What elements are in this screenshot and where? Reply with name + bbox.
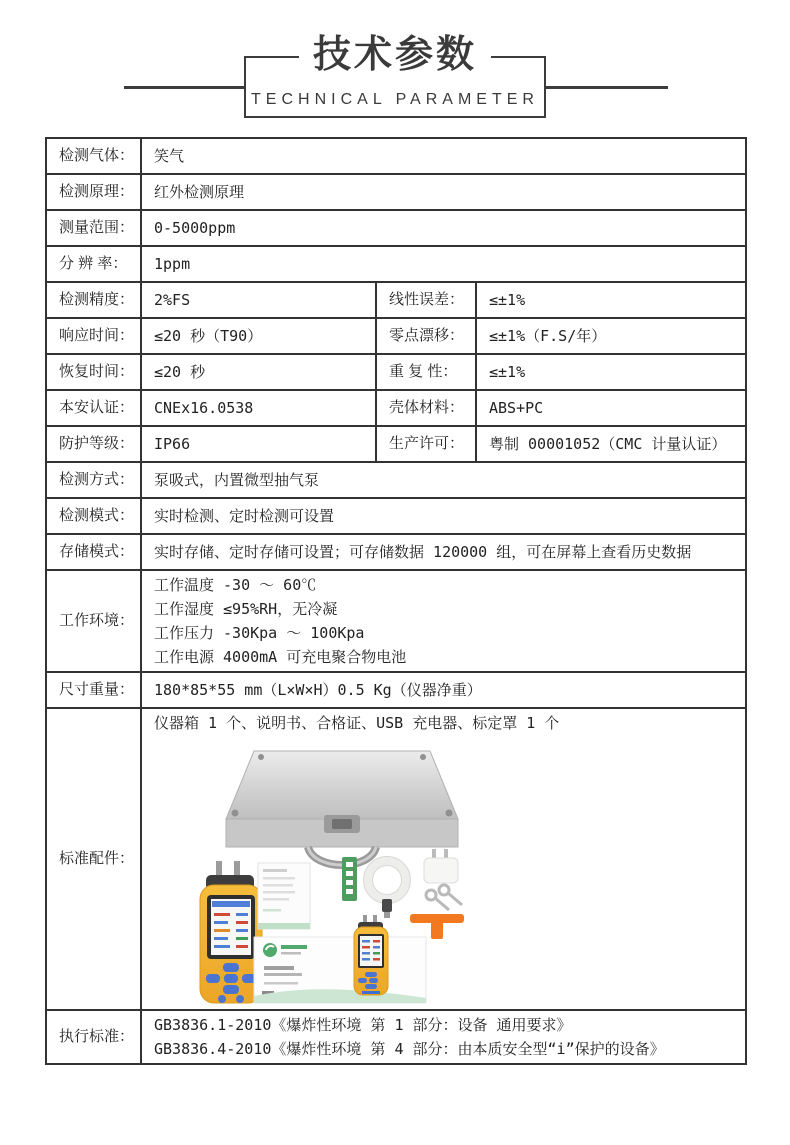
gas-detector-small-image bbox=[354, 915, 388, 995]
spec-label: 检测原理： bbox=[46, 174, 141, 210]
spec-label: 壳体材料： bbox=[376, 390, 476, 426]
table-row bbox=[46, 708, 746, 1010]
spec-label: 线性误差： bbox=[376, 282, 476, 318]
accessories-text: 仪器箱 1 个、说明书、合格证、USB 充电器、标定罩 1 个 bbox=[154, 714, 560, 732]
certificate-sheet-image bbox=[258, 863, 310, 929]
power-plug-image bbox=[424, 849, 458, 883]
spec-label: 防护等级： bbox=[46, 426, 141, 462]
spec-value: ≤±1% bbox=[476, 282, 746, 318]
table-row bbox=[46, 138, 746, 174]
env-line: 工作电源 4000mA 可充电聚合物电池 bbox=[154, 648, 407, 666]
instrument-case-image bbox=[226, 751, 458, 865]
spec-label: 检测精度： bbox=[46, 282, 141, 318]
calibration-cap-image bbox=[410, 914, 464, 939]
spec-value: ≤±1% bbox=[476, 354, 746, 390]
table-row bbox=[46, 246, 746, 282]
page-subtitle: TECHNICAL PARAMETER bbox=[251, 91, 539, 108]
spec-label: 分 辨 率： bbox=[46, 246, 141, 282]
env-line: 工作压力 -30Kpa ～ 100Kpa bbox=[154, 624, 365, 642]
spec-label: 本安认证： bbox=[46, 390, 141, 426]
table-row bbox=[46, 498, 746, 534]
spec-value: 实时检测、定时检测可设置 bbox=[141, 498, 746, 534]
spec-label: 工作环境： bbox=[46, 570, 141, 672]
standard-line: GB3836.4-2010《爆炸性环境 第 4 部分：由本质安全型“i”保护的设备》 bbox=[154, 1040, 665, 1058]
page-title: 技术参数 bbox=[299, 29, 491, 81]
spec-value: 0-5000ppm bbox=[141, 210, 746, 246]
spec-table bbox=[45, 137, 747, 1065]
spec-value: ≤20 秒 bbox=[141, 354, 376, 390]
spec-value: 泵吸式，内置微型抽气泵 bbox=[141, 462, 746, 498]
spec-label: 恢复时间： bbox=[46, 354, 141, 390]
spec-value: 2%FS bbox=[141, 282, 376, 318]
hang-tag-image bbox=[342, 857, 357, 901]
table-row bbox=[46, 282, 746, 318]
table-row bbox=[46, 672, 746, 708]
table-row bbox=[46, 174, 746, 210]
spec-value: IP66 bbox=[141, 426, 376, 462]
spec-label: 检测方式： bbox=[46, 462, 141, 498]
spec-label: 检测气体： bbox=[46, 138, 141, 174]
spec-label: 执行标准： bbox=[46, 1010, 141, 1064]
spec-value: 笑气 bbox=[141, 138, 746, 174]
table-row bbox=[46, 1010, 746, 1064]
table-row bbox=[46, 390, 746, 426]
table-row bbox=[46, 426, 746, 462]
table-row bbox=[46, 318, 746, 354]
spec-value: ≤±1%（F.S/年） bbox=[476, 318, 746, 354]
product-manual-image bbox=[254, 937, 426, 1003]
spec-value-multiline bbox=[141, 1010, 746, 1064]
title-box bbox=[244, 34, 546, 118]
spec-value: 1ppm bbox=[141, 246, 746, 282]
table-row bbox=[46, 534, 746, 570]
spec-value: ≤20 秒（T90） bbox=[141, 318, 376, 354]
spec-value: 红外检测原理 bbox=[141, 174, 746, 210]
gas-detector-image bbox=[200, 861, 262, 1003]
spec-value: 180*85*55 mm（L×W×H）0.5 Kg（仪器净重） bbox=[141, 672, 746, 708]
spec-label: 存储模式： bbox=[46, 534, 141, 570]
keys-image bbox=[426, 885, 462, 910]
product-photo bbox=[192, 745, 552, 1007]
spec-label: 标准配件： bbox=[46, 708, 141, 1010]
spec-value-multiline bbox=[141, 570, 746, 672]
env-line: 工作温度 -30 ～ 60℃ bbox=[154, 576, 317, 594]
spec-value: CNEx16.0538 bbox=[141, 390, 376, 426]
table-row bbox=[46, 354, 746, 390]
table-row bbox=[46, 570, 746, 672]
env-line: 工作湿度 ≤95%RH，无冷凝 bbox=[154, 600, 338, 618]
spec-label: 重 复 性： bbox=[376, 354, 476, 390]
usb-cable-image bbox=[364, 857, 411, 919]
table-row bbox=[46, 462, 746, 498]
spec-label: 检测模式： bbox=[46, 498, 141, 534]
table-row bbox=[46, 210, 746, 246]
spec-label: 测量范围： bbox=[46, 210, 141, 246]
spec-value: 粤制 00001052（CMC 计量认证） bbox=[476, 426, 746, 462]
header-rule-right bbox=[546, 86, 668, 89]
spec-value: ABS+PC bbox=[476, 390, 746, 426]
spec-label: 生产许可： bbox=[376, 426, 476, 462]
header-rule-left bbox=[124, 86, 244, 89]
spec-label: 零点漂移： bbox=[376, 318, 476, 354]
spec-label: 响应时间： bbox=[46, 318, 141, 354]
spec-value-accessories bbox=[141, 708, 746, 1010]
standard-line: GB3836.1-2010《爆炸性环境 第 1 部分：设备 通用要求》 bbox=[154, 1016, 572, 1034]
spec-value: 实时存储、定时存储可设置；可存储数据 120000 组，可在屏幕上查看历史数据 bbox=[141, 534, 746, 570]
header bbox=[0, 0, 790, 137]
spec-label: 尺寸重量： bbox=[46, 672, 141, 708]
